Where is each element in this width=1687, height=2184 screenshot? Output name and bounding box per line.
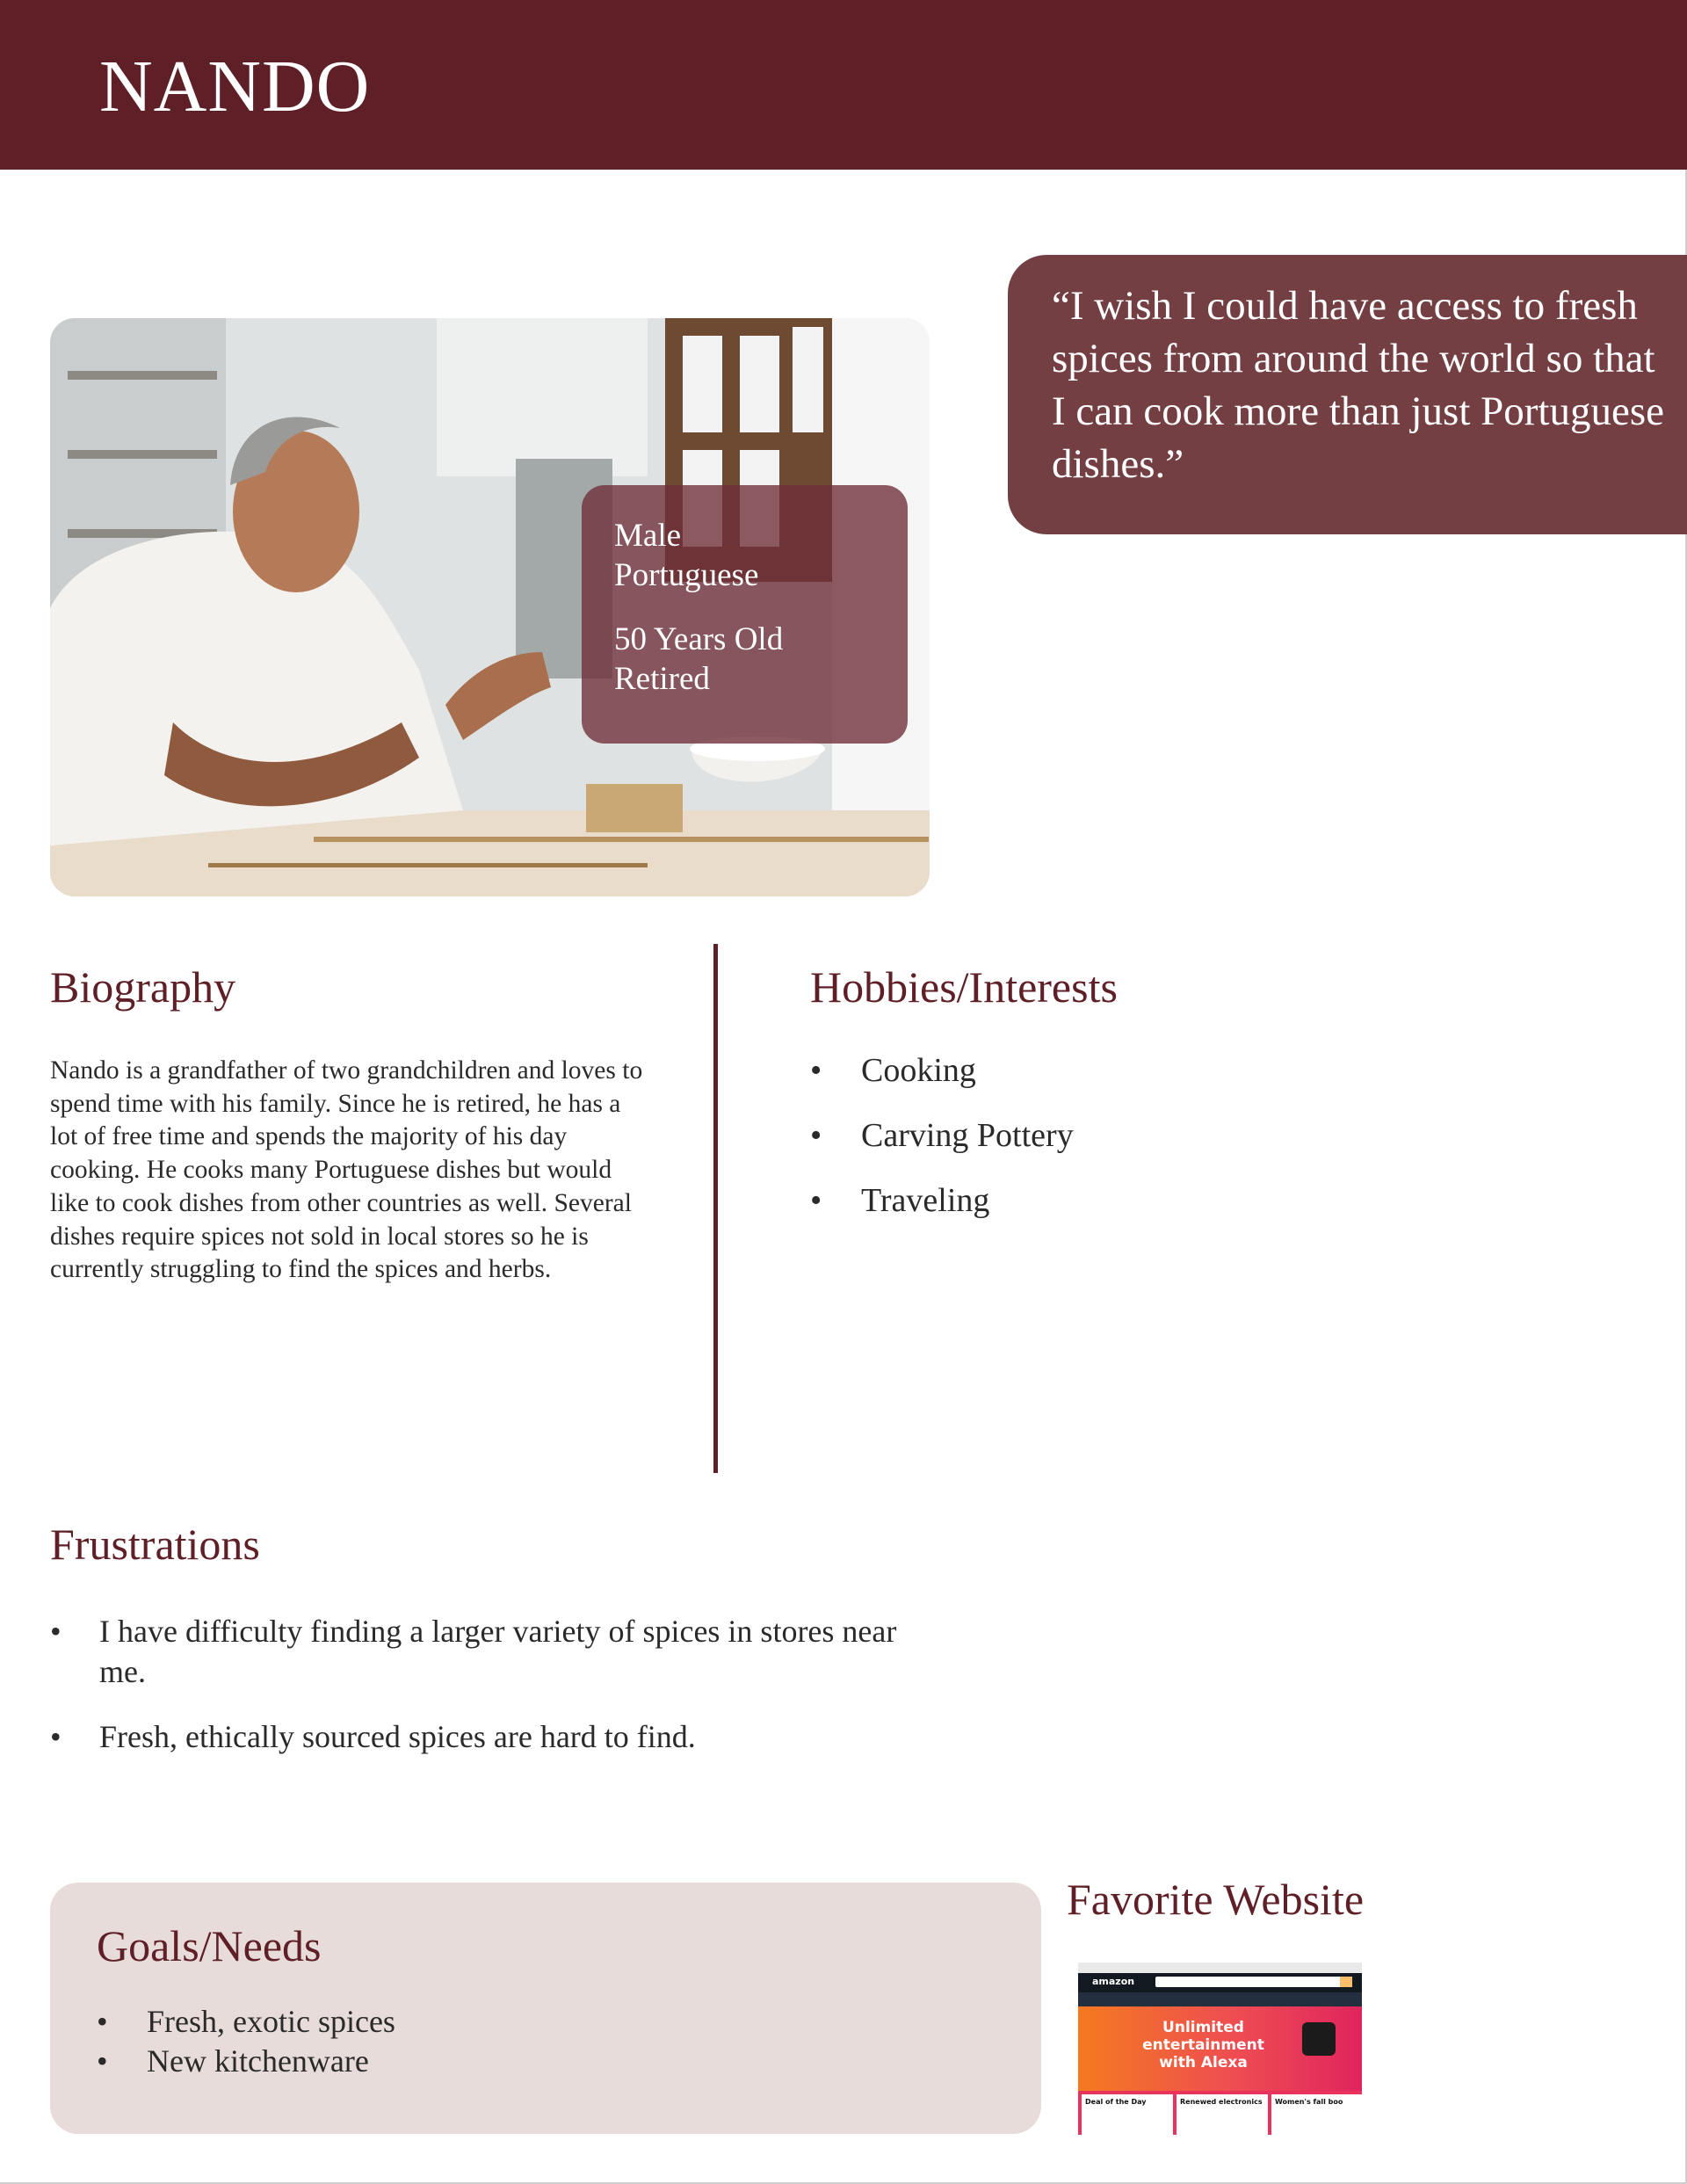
biography-heading: Biography [50, 962, 236, 1012]
bullet: • [810, 1052, 822, 1089]
demographics-card [582, 485, 908, 744]
hobbies-heading: Hobbies/Interests [810, 962, 1118, 1012]
quote-text: “I wish I could have access to fresh spices from around the world so that I can cook more than just Portuguese dishes.” [1052, 283, 1664, 487]
list-item: • Fresh, exotic spices [97, 2002, 395, 2042]
favorite-website-heading: Favorite Website [1067, 1875, 1365, 1924]
biography-text: Nando is a grandfather of two grandchildren and loves to spend time with his family. Since he is retired, he has a lot of free time and spends the majority of his day cooking. He cooks many Portuguese dishes but would like to cook dishes from other countries as well. Several dishes require spices not sold in local stores so he is currently struggling to find the spices and herbs. [50, 1056, 643, 1284]
site-subnav [1078, 1992, 1362, 2006]
list-item: • I have difficulty finding a larger variety of spices in stores near me. [50, 1611, 911, 1692]
persona-quote [1008, 255, 1687, 534]
gender-label: Male [614, 518, 682, 554]
nationality-label: Portuguese [614, 557, 759, 593]
echo-device-icon [1302, 2022, 1336, 2056]
bullet: • [810, 1117, 822, 1154]
section-divider [713, 944, 718, 1473]
list-item: • New kitchenware [97, 2042, 395, 2081]
bullet: • [50, 1719, 62, 1754]
header-bar [0, 0, 1687, 170]
bullet: • [97, 2004, 108, 2039]
frustrations-list [50, 1611, 911, 1781]
hobbies-list [810, 1051, 1074, 1246]
bullet: • [810, 1182, 822, 1219]
hero-text: Unlimited entertainment with Alexa [1142, 2019, 1264, 2072]
age-label: 50 Years Old [614, 621, 784, 657]
goals-heading: Goals/Needs [97, 1921, 322, 1970]
list-item: • Fresh, ethically sourced spices are hard to find. [50, 1716, 911, 1757]
list-item: • Cooking [810, 1052, 976, 1089]
bullet: • [50, 1614, 62, 1649]
amazon-logo: amazon [1092, 1976, 1135, 1987]
list-item: • Traveling [810, 1182, 990, 1219]
persona-name: NANDO [99, 46, 371, 127]
search-icon [1340, 1977, 1352, 1987]
website-screenshot [1078, 1963, 1362, 2135]
site-card: Deal of the Day [1082, 2094, 1173, 2135]
list-item: • Carving Pottery [810, 1117, 1074, 1154]
status-label: Retired [614, 661, 710, 697]
goals-list [97, 2002, 395, 2081]
site-card: Women's fall boo [1271, 2094, 1362, 2135]
bullet: • [97, 2043, 108, 2079]
browser-bar [1078, 1963, 1362, 1973]
frustrations-heading: Frustrations [50, 1520, 260, 1569]
site-card: Renewed electronics [1177, 2094, 1268, 2135]
site-search [1155, 1977, 1342, 1987]
